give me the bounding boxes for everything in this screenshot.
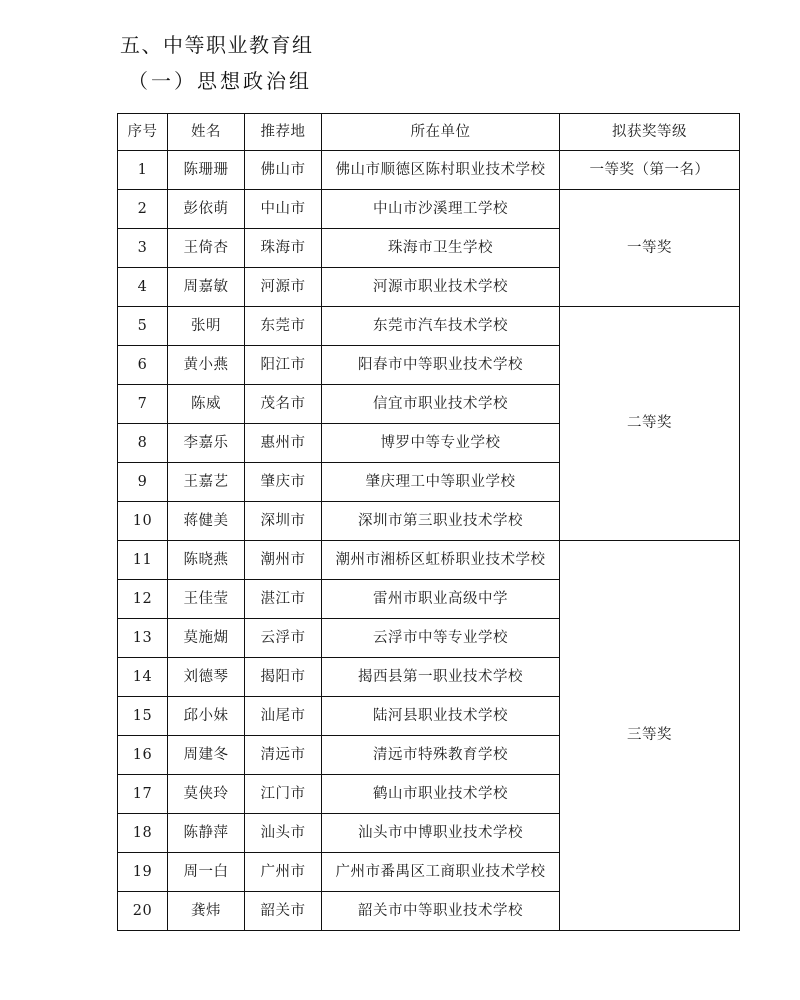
cell-index: 17 bbox=[118, 775, 168, 814]
cell-name: 莫施煳 bbox=[168, 619, 245, 658]
cell-city: 惠州市 bbox=[245, 424, 322, 463]
column-header-city: 推荐地 bbox=[245, 114, 322, 151]
cell-unit: 博罗中等专业学校 bbox=[322, 424, 560, 463]
cell-unit: 珠海市卫生学校 bbox=[322, 229, 560, 268]
cell-name: 陈威 bbox=[168, 385, 245, 424]
cell-city: 中山市 bbox=[245, 190, 322, 229]
cell-name: 王佳莹 bbox=[168, 580, 245, 619]
cell-index: 20 bbox=[118, 892, 168, 931]
cell-index: 3 bbox=[118, 229, 168, 268]
cell-city: 肇庆市 bbox=[245, 463, 322, 502]
cell-city: 深圳市 bbox=[245, 502, 322, 541]
column-header-unit: 所在单位 bbox=[322, 114, 560, 151]
cell-unit: 清远市特殊教育学校 bbox=[322, 736, 560, 775]
cell-city: 韶关市 bbox=[245, 892, 322, 931]
cell-name: 陈静萍 bbox=[168, 814, 245, 853]
cell-name: 黄小燕 bbox=[168, 346, 245, 385]
cell-city: 河源市 bbox=[245, 268, 322, 307]
cell-name: 王倚杏 bbox=[168, 229, 245, 268]
cell-city: 汕尾市 bbox=[245, 697, 322, 736]
cell-award: 一等奖（第一名） bbox=[560, 151, 740, 190]
section-heading: 五、中等职业教育组 bbox=[120, 33, 314, 57]
cell-index: 5 bbox=[118, 307, 168, 346]
cell-name: 陈珊珊 bbox=[168, 151, 245, 190]
cell-index: 13 bbox=[118, 619, 168, 658]
table-row bbox=[118, 307, 740, 346]
cell-name: 彭依萌 bbox=[168, 190, 245, 229]
cell-name: 张明 bbox=[168, 307, 245, 346]
table-row bbox=[118, 151, 740, 190]
cell-index: 19 bbox=[118, 853, 168, 892]
cell-city: 揭阳市 bbox=[245, 658, 322, 697]
cell-name: 蒋健美 bbox=[168, 502, 245, 541]
cell-index: 7 bbox=[118, 385, 168, 424]
cell-award: 三等奖 bbox=[560, 541, 740, 931]
cell-city: 湛江市 bbox=[245, 580, 322, 619]
cell-unit: 深圳市第三职业技术学校 bbox=[322, 502, 560, 541]
cell-unit: 揭西县第一职业技术学校 bbox=[322, 658, 560, 697]
cell-unit: 广州市番禺区工商职业技术学校 bbox=[322, 853, 560, 892]
column-header-award: 拟获奖等级 bbox=[560, 114, 740, 151]
table-body bbox=[118, 151, 740, 931]
cell-unit: 阳春市中等职业技术学校 bbox=[322, 346, 560, 385]
cell-unit: 河源市职业技术学校 bbox=[322, 268, 560, 307]
table-header bbox=[118, 114, 740, 151]
cell-index: 2 bbox=[118, 190, 168, 229]
cell-city: 阳江市 bbox=[245, 346, 322, 385]
cell-name: 周建冬 bbox=[168, 736, 245, 775]
table-row bbox=[118, 541, 740, 580]
cell-name: 龚炜 bbox=[168, 892, 245, 931]
column-header-name: 姓名 bbox=[168, 114, 245, 151]
cell-index: 9 bbox=[118, 463, 168, 502]
cell-city: 东莞市 bbox=[245, 307, 322, 346]
cell-unit: 佛山市顺德区陈村职业技术学校 bbox=[322, 151, 560, 190]
cell-unit: 信宜市职业技术学校 bbox=[322, 385, 560, 424]
cell-city: 广州市 bbox=[245, 853, 322, 892]
cell-index: 14 bbox=[118, 658, 168, 697]
cell-unit: 云浮市中等专业学校 bbox=[322, 619, 560, 658]
subsection-heading: （一）思想政治组 bbox=[128, 69, 312, 93]
cell-name: 李嘉乐 bbox=[168, 424, 245, 463]
cell-unit: 东莞市汽车技术学校 bbox=[322, 307, 560, 346]
cell-name: 莫侠玲 bbox=[168, 775, 245, 814]
cell-unit: 肇庆理工中等职业学校 bbox=[322, 463, 560, 502]
cell-unit: 雷州市职业高级中学 bbox=[322, 580, 560, 619]
cell-index: 16 bbox=[118, 736, 168, 775]
cell-unit: 汕头市中博职业技术学校 bbox=[322, 814, 560, 853]
cell-city: 江门市 bbox=[245, 775, 322, 814]
cell-name: 陈晓燕 bbox=[168, 541, 245, 580]
cell-name: 刘德琴 bbox=[168, 658, 245, 697]
cell-unit: 陆河县职业技术学校 bbox=[322, 697, 560, 736]
award-table-container bbox=[117, 113, 714, 931]
cell-index: 18 bbox=[118, 814, 168, 853]
cell-unit: 潮州市湘桥区虹桥职业技术学校 bbox=[322, 541, 560, 580]
cell-city: 珠海市 bbox=[245, 229, 322, 268]
cell-index: 12 bbox=[118, 580, 168, 619]
cell-index: 8 bbox=[118, 424, 168, 463]
cell-award: 二等奖 bbox=[560, 307, 740, 541]
cell-city: 茂名市 bbox=[245, 385, 322, 424]
cell-name: 周嘉敏 bbox=[168, 268, 245, 307]
cell-unit: 韶关市中等职业技术学校 bbox=[322, 892, 560, 931]
cell-name: 周一白 bbox=[168, 853, 245, 892]
cell-city: 佛山市 bbox=[245, 151, 322, 190]
cell-city: 清远市 bbox=[245, 736, 322, 775]
cell-city: 云浮市 bbox=[245, 619, 322, 658]
cell-name: 王嘉艺 bbox=[168, 463, 245, 502]
cell-index: 10 bbox=[118, 502, 168, 541]
cell-index: 1 bbox=[118, 151, 168, 190]
column-header-index: 序号 bbox=[118, 114, 168, 151]
cell-city: 汕头市 bbox=[245, 814, 322, 853]
cell-index: 6 bbox=[118, 346, 168, 385]
cell-award: 一等奖 bbox=[560, 190, 740, 307]
award-table bbox=[117, 113, 740, 931]
cell-name: 邱小妹 bbox=[168, 697, 245, 736]
table-row bbox=[118, 190, 740, 229]
table-header-row bbox=[118, 114, 740, 151]
cell-index: 11 bbox=[118, 541, 168, 580]
cell-unit: 鹤山市职业技术学校 bbox=[322, 775, 560, 814]
cell-index: 4 bbox=[118, 268, 168, 307]
cell-index: 15 bbox=[118, 697, 168, 736]
cell-unit: 中山市沙溪理工学校 bbox=[322, 190, 560, 229]
cell-city: 潮州市 bbox=[245, 541, 322, 580]
heading-block bbox=[0, 0, 800, 96]
